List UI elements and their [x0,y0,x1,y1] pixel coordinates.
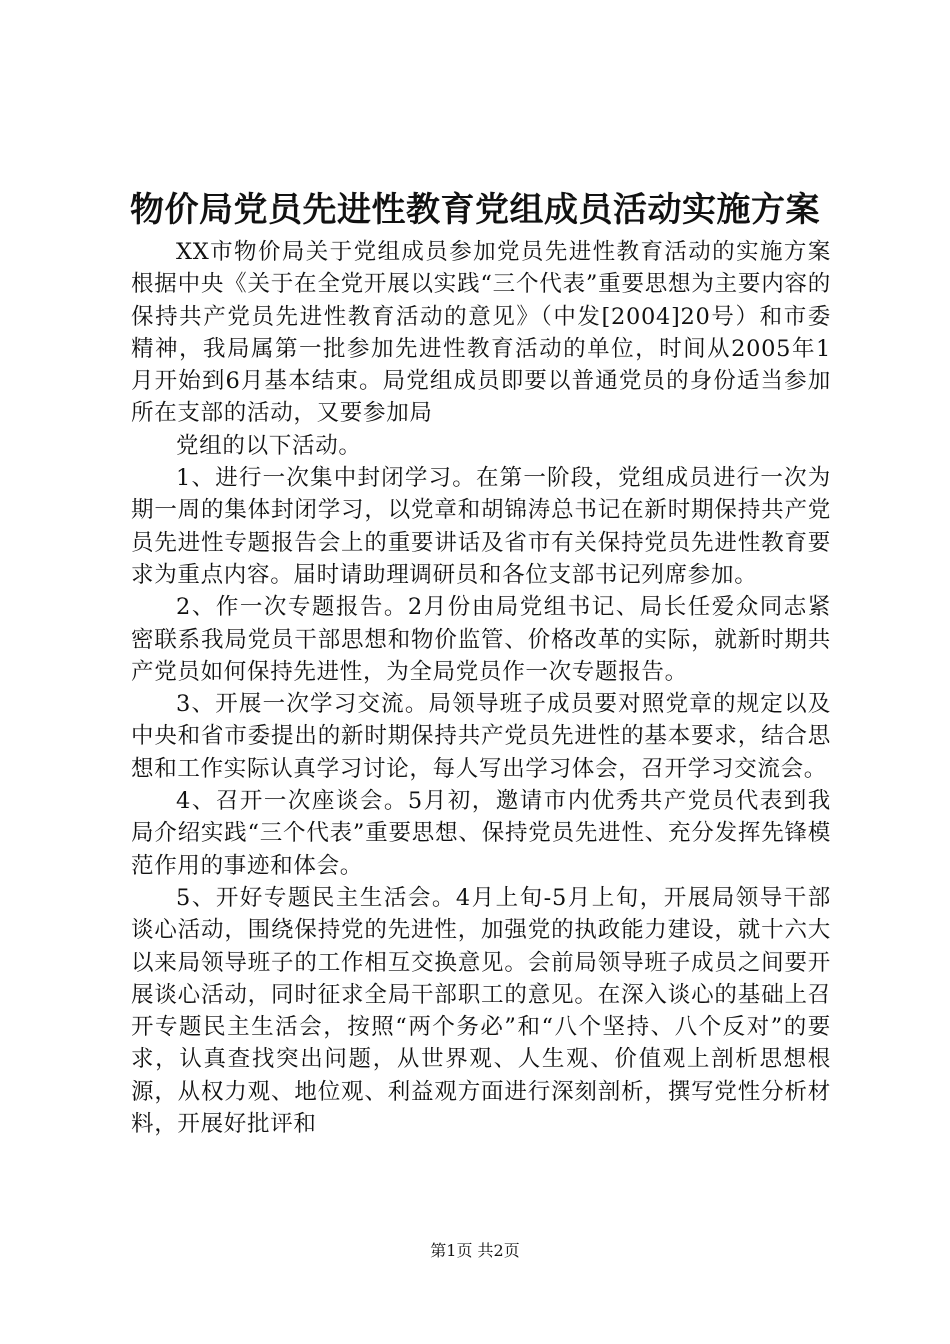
paragraph-intro-continued: 党组的以下活动。 [176,432,362,459]
document-title: 物价局党员先进性教育党组成员活动实施方案 [130,190,820,230]
paragraph-intro: XX市物价局关于党组成员参加党员先进性教育活动的实施方案根据中央《关于在全党开展以实践“三个代表”重要思想为主要内容的保持共产党员先进性教育活动的意见》（中发[2004]20号）和市委精神，我局属第一批参加先进性教育活动的单位，时间从2005年1月开始到6月基本结束。局党组成员即要以普通党员的身份适当参加所在支部的活动，又要参加局 [131,239,831,427]
paragraph-item-4: 4、召开一次座谈会。5月初，邀请市内优秀共产党员代表到我局介绍实践“三个代表”重要思想、保持党员先进性、充分发挥先锋模范作用的事迹和体会。 [131,788,831,879]
document-body [131,236,831,1140]
page-footer: 第1页 共2页 [430,1241,520,1260]
paragraph-item-2: 2、作一次专题报告。2月份由局党组书记、局长任爱众同志紧密联系我局党员干部思想和物价监管、价格改革的实际，就新时期共产党员如何保持先进性，为全局党员作一次专题报告。 [131,594,831,685]
paragraph-item-3: 3、开展一次学习交流。局领导班子成员要对照党章的规定以及中央和省市委提出的新时期保持共产党员先进性的基本要求，结合思想和工作实际认真学习讨论，每人写出学习体会，召开学习交流会。 [131,691,831,782]
paragraph-item-1: 1、进行一次集中封闭学习。在第一阶段，党组成员进行一次为期一周的集体封闭学习，以党章和胡锦涛总书记在新时期保持共产党员先进性专题报告会上的重要讲话及省市有关保持党员先进性教育要求为重点内容。届时请助理调研员和各位支部书记列席参加。 [131,465,831,588]
paragraph-item-5: 5、开好专题民主生活会。4月上旬-5月上旬，开展局领导干部谈心活动，围绕保持党的先进性，加强党的执政能力建设，就十六大以来局领导班子的工作相互交换意见。会前局领导班子成员之间要开展谈心活动，同时征求全局干部职工的意见。在深入谈心的基础上召开专题民主生活会，按照“两个务必”和“八个坚持、八个反对”的要求，认真查找突出问题，从世界观、人生观、价值观上剖析思想根源，从权力观、地位观、利益观方面进行深刻剖析，撰写党性分析材料，开展好批评和 [131,884,831,1138]
